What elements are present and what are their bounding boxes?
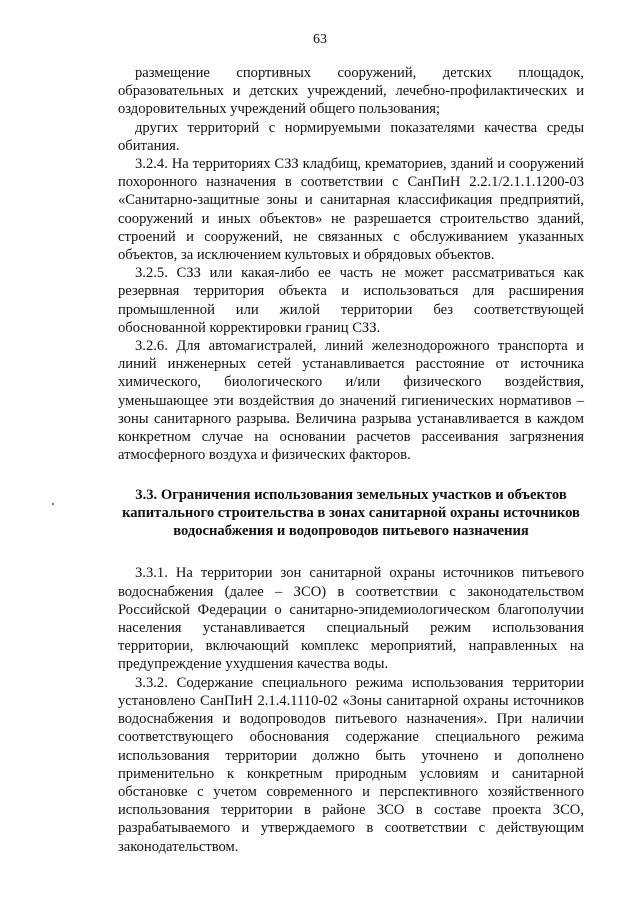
paragraph-3-2-4: 3.2.4. На территориях СЗЗ кладбищ, крематориев, зданий и сооружений похоронного назначения в соответствии с СанПиН 2.2.1/2.1.1.1200-03 «Санитарно-защитные зоны и санитарная классификация предприятий, сооружений и иных объектов» не разрешается строительство зданий, строений и сооружений, не связанных с обслуживанием указанных объектов, за исключением культовых и обрядовых объектов. (118, 156, 584, 264)
section-heading-line-1: 3.3. Ограничения использования земельных участков и объектов (135, 487, 567, 504)
paragraph-list-item-other-territories: других территорий с нормируемыми показателями качества среды обитания. (118, 119, 584, 154)
scan-speck (52, 503, 54, 505)
paragraph-3-3-2: 3.3.2. Содержание специального режима использования территории установлено СанПиН 2.1.4.1110-02 «Зоны санитарной охраны источников водоснабжения и водопроводов питьевого назначения». При наличии соответствующего обоснования содержание специального режима использования территории должно быть уточнено и дополнено применительно к конкретным природным условиям и санитарной обстановке с учетом современного и перспективного хозяйственного использования территории в районе ЗСО в составе проекта ЗСО, разрабатываемого и утверждаемого в соответствии с действующим законодательством. (118, 674, 584, 855)
paragraph-3-3-1: 3.3.1. На территории зон санитарной охраны источников питьевого водоснабжения (далее – ЗСО) в соответствии с законодательством Российской Федерации о санитарно-эпидемиологическом благополучии населения устанавливается специальный режим использования территории, включающий комплекс мероприятий, направленных на предупреждение ухудшения качества воды. (118, 565, 584, 673)
section-heading-3-3 (118, 486, 584, 540)
document-body (118, 64, 584, 856)
page-number: 63 (313, 32, 327, 47)
paragraph-list-item-facilities: размещение спортивных сооружений, детских площадок, образовательных и детских учреждений, лечебно-профилактических и оздоровительных учреждений общего пользования; (118, 65, 584, 118)
paragraph-3-2-6: 3.2.6. Для автомагистралей, линий железнодорожного транспорта и линий инженерных сетей устанавливается расстояние от источника химического, биологического и/или физического воздействия, уменьшающее эти воздействия до значений гигиенических нормативов – зоны санитарного разрыва. Величина разрыва устанавливается в каждом конкретном случае на основании расчетов рассеивания загрязнения атмосферного воздуха и физических факторов. (118, 338, 584, 464)
section-heading-line-3: водоснабжения и водопроводов питьевого назначения (173, 523, 529, 540)
section-heading-line-2: капитального строительства в зонах санитарной охраны источников (122, 505, 580, 522)
paragraph-3-2-5: 3.2.5. СЗЗ или какая-либо ее часть не может рассматриваться как резервная территория объекта и использоваться для расширения промышленной или жилой территории без соответствующей обоснованной корректировки границ СЗЗ. (118, 265, 584, 336)
